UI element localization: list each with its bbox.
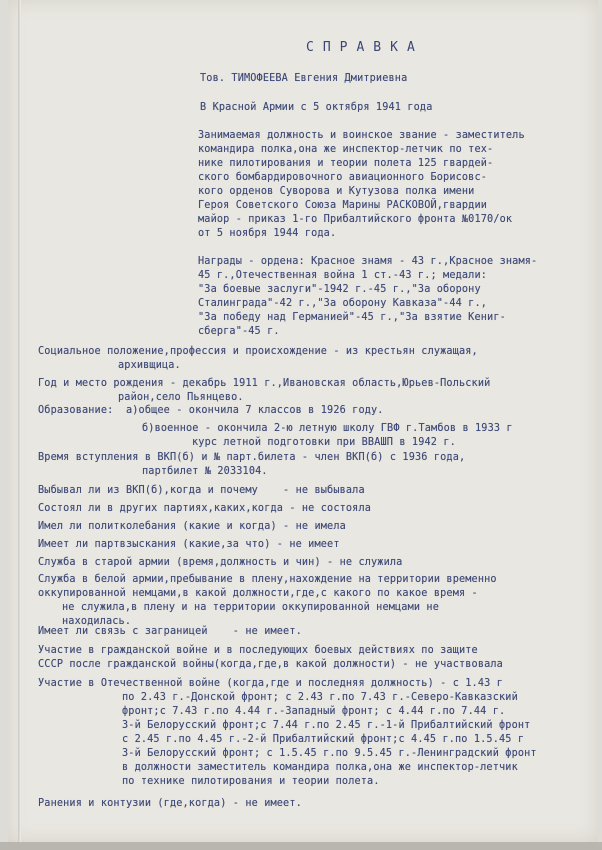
position-line: нике пилотирования и теории полета 125 гвардей- xyxy=(198,158,494,169)
white-army-line: находилась. xyxy=(62,616,132,627)
awards-line: Награды - ордена: Красное знамя - 43 г.,Красное знамя- xyxy=(198,256,538,267)
ww2-line: фронт;с 7.43 г.по 4.44 г.-Западный фронт; с 4.44 г.по 7.44 г. xyxy=(122,706,506,717)
position-line: от 5 ноября 1944 года. xyxy=(198,228,337,239)
awards-line: сберга"-45 г. xyxy=(198,326,280,337)
page-bottom-edge xyxy=(0,842,602,850)
wavering-line: Имел ли политколебания (какие и когда) - не имела xyxy=(38,521,346,532)
social-line: Социальное положение,профессия и происхождение - из крестьян служащая, xyxy=(38,346,478,357)
white-army-line: не служила,в плену и на территории оккупированной немцами не xyxy=(62,602,440,613)
civil-war-line: Участие в гражданской войне и в последующих боевых действиях по защите xyxy=(38,645,478,656)
white-army-line: оккупированной немцами,в какой должности,где,с какого по какое время - xyxy=(38,588,478,599)
awards-line: "За победу над Германией"-45 г.,"За взятие Кениг- xyxy=(198,312,506,323)
penalties-line: Имеет ли партвзыскания (какие,за что) - не имеет xyxy=(38,539,340,550)
awards-line: "За боевые заслуги"-1942 г.-45 г.,"За оборону xyxy=(198,284,481,295)
document-title: СПРАВКА xyxy=(306,40,424,55)
ww2-line: Участие в Отечественной войне (когда,где и последняя должность) - с 1.43 г xyxy=(38,678,503,689)
position-line: кого орденов Суворова и Кутузова полка имени xyxy=(198,186,475,197)
education-line: Образование: а)общее - окончила 7 классов в 1926 году. xyxy=(38,405,384,416)
position-line: ского бомбардировочного авиационного Борисовс- xyxy=(198,172,488,183)
party-line: партбилет № 2033104. xyxy=(142,466,268,477)
white-army-line: Служба в белой армии,пребывание в плену,нахождение на территории временно xyxy=(38,574,497,585)
birth-line: Год и место рождения - декабрь 1911 г.,Ивановская область,Юрьев-Польский xyxy=(38,378,491,389)
abroad-line: Имеет ли связь с заграницей - не имеет. xyxy=(38,626,302,637)
ww2-line: по технике пилотирования и теории полета. xyxy=(122,776,380,787)
ww2-line: по 2.43 г.-Донской фронт; с 2.43 г.по 7.43 г.-Северо-Кавказский xyxy=(122,692,518,703)
document-page xyxy=(8,0,598,842)
position-line: Героя Советского Союза Марины РАСКОВОЙ,гвардии xyxy=(198,200,488,211)
old-army-line: Служба в старой армии (время,должность и чин) - не служила xyxy=(38,557,403,568)
education-line: б)военное - окончила 2-ю летную школу ГВФ г.Тамбов в 1933 г xyxy=(142,423,513,434)
other-parties-line: Состоял ли в других партиях,каких,когда - не состояла xyxy=(38,503,372,514)
page-fold xyxy=(18,0,21,842)
awards-line: Сталинграда"-42 г.,"За оборону Кавказа"-44 г., xyxy=(198,298,488,309)
ww2-line: 3-й Белорусский фронт;с 7.44 г.по 2.45 г.-1-й Прибалтийский фронт xyxy=(122,720,531,731)
ww2-line: в должности заместитель командира полка,она же инспектор-летчик xyxy=(122,762,518,773)
position-line: командира полка,она же инспектор-летчик по тех- xyxy=(198,144,494,155)
education-line: курс летной подготовки при ВВАШП в 1942 г. xyxy=(192,437,456,448)
ww2-line: с 2.45 г.по 4.45 г.-2-й Прибалтийский фронт;с 4.45 г.по 1.5.45 г xyxy=(122,734,525,745)
birth-line: район,село Пьянцево. xyxy=(118,392,244,403)
army-line: В Красной Армии с 5 октября 1941 года xyxy=(200,102,433,113)
party-line: Время вступления в ВКП(б) и № парт.билета - член ВКП(б) с 1936 года, xyxy=(38,452,466,463)
expelled-line: Выбывал ли из ВКП(б),когда и почему - не выбывала xyxy=(38,485,365,496)
social-line: архивщица. xyxy=(118,360,181,371)
awards-line: 45 г.,Отечественная война 1 ст.-43 г.; медали: xyxy=(198,270,488,281)
name-line: Тов. ТИМОФЕЕВА Евгения Дмитриевна xyxy=(200,73,408,84)
ww2-line: 3-й Белорусский фронт; с 1.5.45 г.по 9.5.45 г.-Ленинградский фронт xyxy=(122,748,537,759)
wounds-line: Ранения и контузии (где,когда) - не имеет. xyxy=(38,798,302,809)
civil-war-line: СССР после гражданской войны(когда,где,в какой должности) - не участвовала xyxy=(38,659,503,670)
position-line: Занимаемая должность и воинское звание - заместитель xyxy=(198,130,525,141)
position-line: майор - приказ 1-го Прибалтийского фронта №0170/ок xyxy=(198,214,513,225)
